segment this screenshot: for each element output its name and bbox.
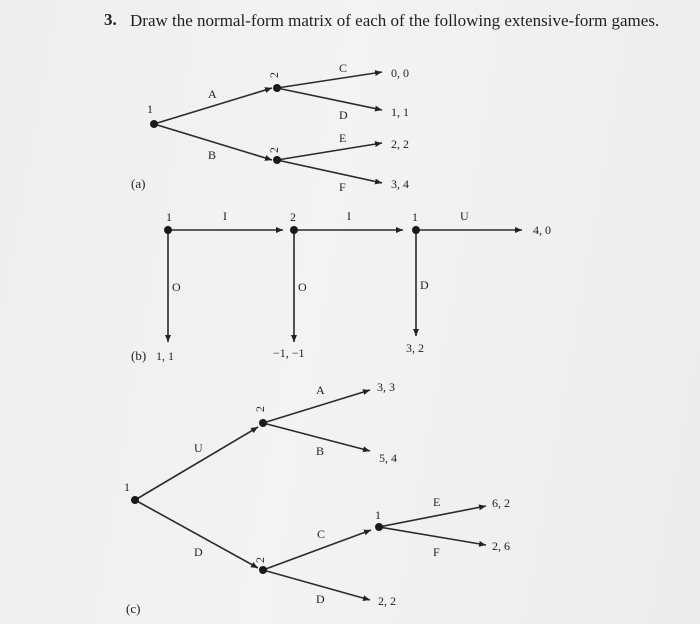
game-c-action-D2: D bbox=[316, 592, 325, 606]
game-c-third-node bbox=[375, 523, 383, 531]
game-b-action-U: U bbox=[460, 209, 469, 223]
game-a-payoff-C: 0, 0 bbox=[391, 66, 409, 80]
game-c-lower-player: 2 bbox=[253, 557, 267, 563]
game-c-payoff-B: 5, 4 bbox=[379, 451, 397, 465]
game-a-payoff-E: 2, 2 bbox=[391, 137, 409, 151]
game-a-lower-player: 2 bbox=[267, 147, 281, 153]
game-b-action-O1: O bbox=[172, 280, 181, 294]
game-a-action-E: E bbox=[339, 131, 347, 145]
game-a-edge-C bbox=[277, 72, 382, 88]
game-c-root-player: 1 bbox=[124, 480, 130, 494]
game-a-upper-node bbox=[273, 84, 281, 92]
game-c-part-label: (c) bbox=[126, 601, 141, 616]
game-b-node-3-player: 1 bbox=[412, 210, 418, 224]
game-c-action-B: B bbox=[316, 444, 325, 458]
game-b-node-2-player: 2 bbox=[290, 210, 296, 224]
game-b-node-2 bbox=[290, 226, 298, 234]
game-a-action-C: C bbox=[339, 61, 348, 75]
game-c-edge-E bbox=[379, 506, 486, 527]
game-a-action-B: B bbox=[208, 148, 217, 162]
game-c-payoff-D2: 2, 2 bbox=[378, 594, 396, 608]
game-b-action-I2: I bbox=[347, 209, 351, 223]
game-a-upper-player: 2 bbox=[267, 72, 281, 78]
game-c-root-node bbox=[131, 496, 139, 504]
game-a-payoff-F: 3, 4 bbox=[391, 177, 409, 191]
game-a-lower-node bbox=[273, 156, 281, 164]
game-b-node-1 bbox=[164, 226, 172, 234]
game-b-action-O2: O bbox=[298, 280, 307, 294]
game-c-payoff-A: 3, 3 bbox=[377, 380, 395, 394]
game-c-upper-player: 2 bbox=[253, 406, 267, 412]
game-c-action-C: C bbox=[317, 527, 326, 541]
game-b-part-label: (b) bbox=[131, 348, 147, 363]
game-c-payoff-E: 6, 2 bbox=[492, 496, 510, 510]
game-c-action-E: E bbox=[433, 495, 441, 509]
game-b-node-1-player: 1 bbox=[166, 210, 172, 224]
game-c-action-F: F bbox=[433, 545, 440, 559]
game-b-action-I1: I bbox=[223, 209, 227, 223]
game-b-tree bbox=[168, 230, 522, 342]
game-b-node-3 bbox=[412, 226, 420, 234]
game-c-edge-U bbox=[135, 427, 258, 500]
game-c-action-U: U bbox=[194, 441, 203, 455]
game-a-root-node bbox=[150, 120, 158, 128]
game-a-root-player: 1 bbox=[147, 102, 153, 116]
game-a-action-D: D bbox=[339, 108, 348, 122]
game-a-part-label: (a) bbox=[131, 176, 146, 191]
game-a-edge-D bbox=[277, 88, 382, 110]
game-c-action-A: A bbox=[316, 383, 325, 397]
game-b-payoff-D: 3, 2 bbox=[406, 341, 424, 355]
game-b-payoff-O1: 1, 1 bbox=[156, 349, 174, 363]
game-c-payoff-F: 2, 6 bbox=[492, 539, 510, 553]
question-text: Draw the normal-form matrix of each of the following extensive-form games. bbox=[130, 11, 660, 30]
game-a-edge-E bbox=[277, 143, 382, 160]
game-a-edge-F bbox=[277, 160, 382, 183]
game-a-action-F: F bbox=[339, 180, 346, 194]
game-c-lower-node bbox=[259, 566, 267, 574]
game-a-tree bbox=[154, 72, 382, 183]
game-a-action-A: A bbox=[208, 87, 217, 101]
game-b-payoff-U: 4, 0 bbox=[533, 223, 551, 237]
game-a-payoff-D: 1, 1 bbox=[391, 105, 409, 119]
question-number: 3. bbox=[104, 10, 117, 29]
game-c-edge-F bbox=[379, 527, 486, 545]
game-b-payoff-O2: −1, −1 bbox=[273, 346, 305, 360]
game-c-action-D: D bbox=[194, 545, 203, 559]
game-b-action-D: D bbox=[420, 278, 429, 292]
game-c-upper-node bbox=[259, 419, 267, 427]
game-c-third-player: 1 bbox=[375, 508, 381, 522]
